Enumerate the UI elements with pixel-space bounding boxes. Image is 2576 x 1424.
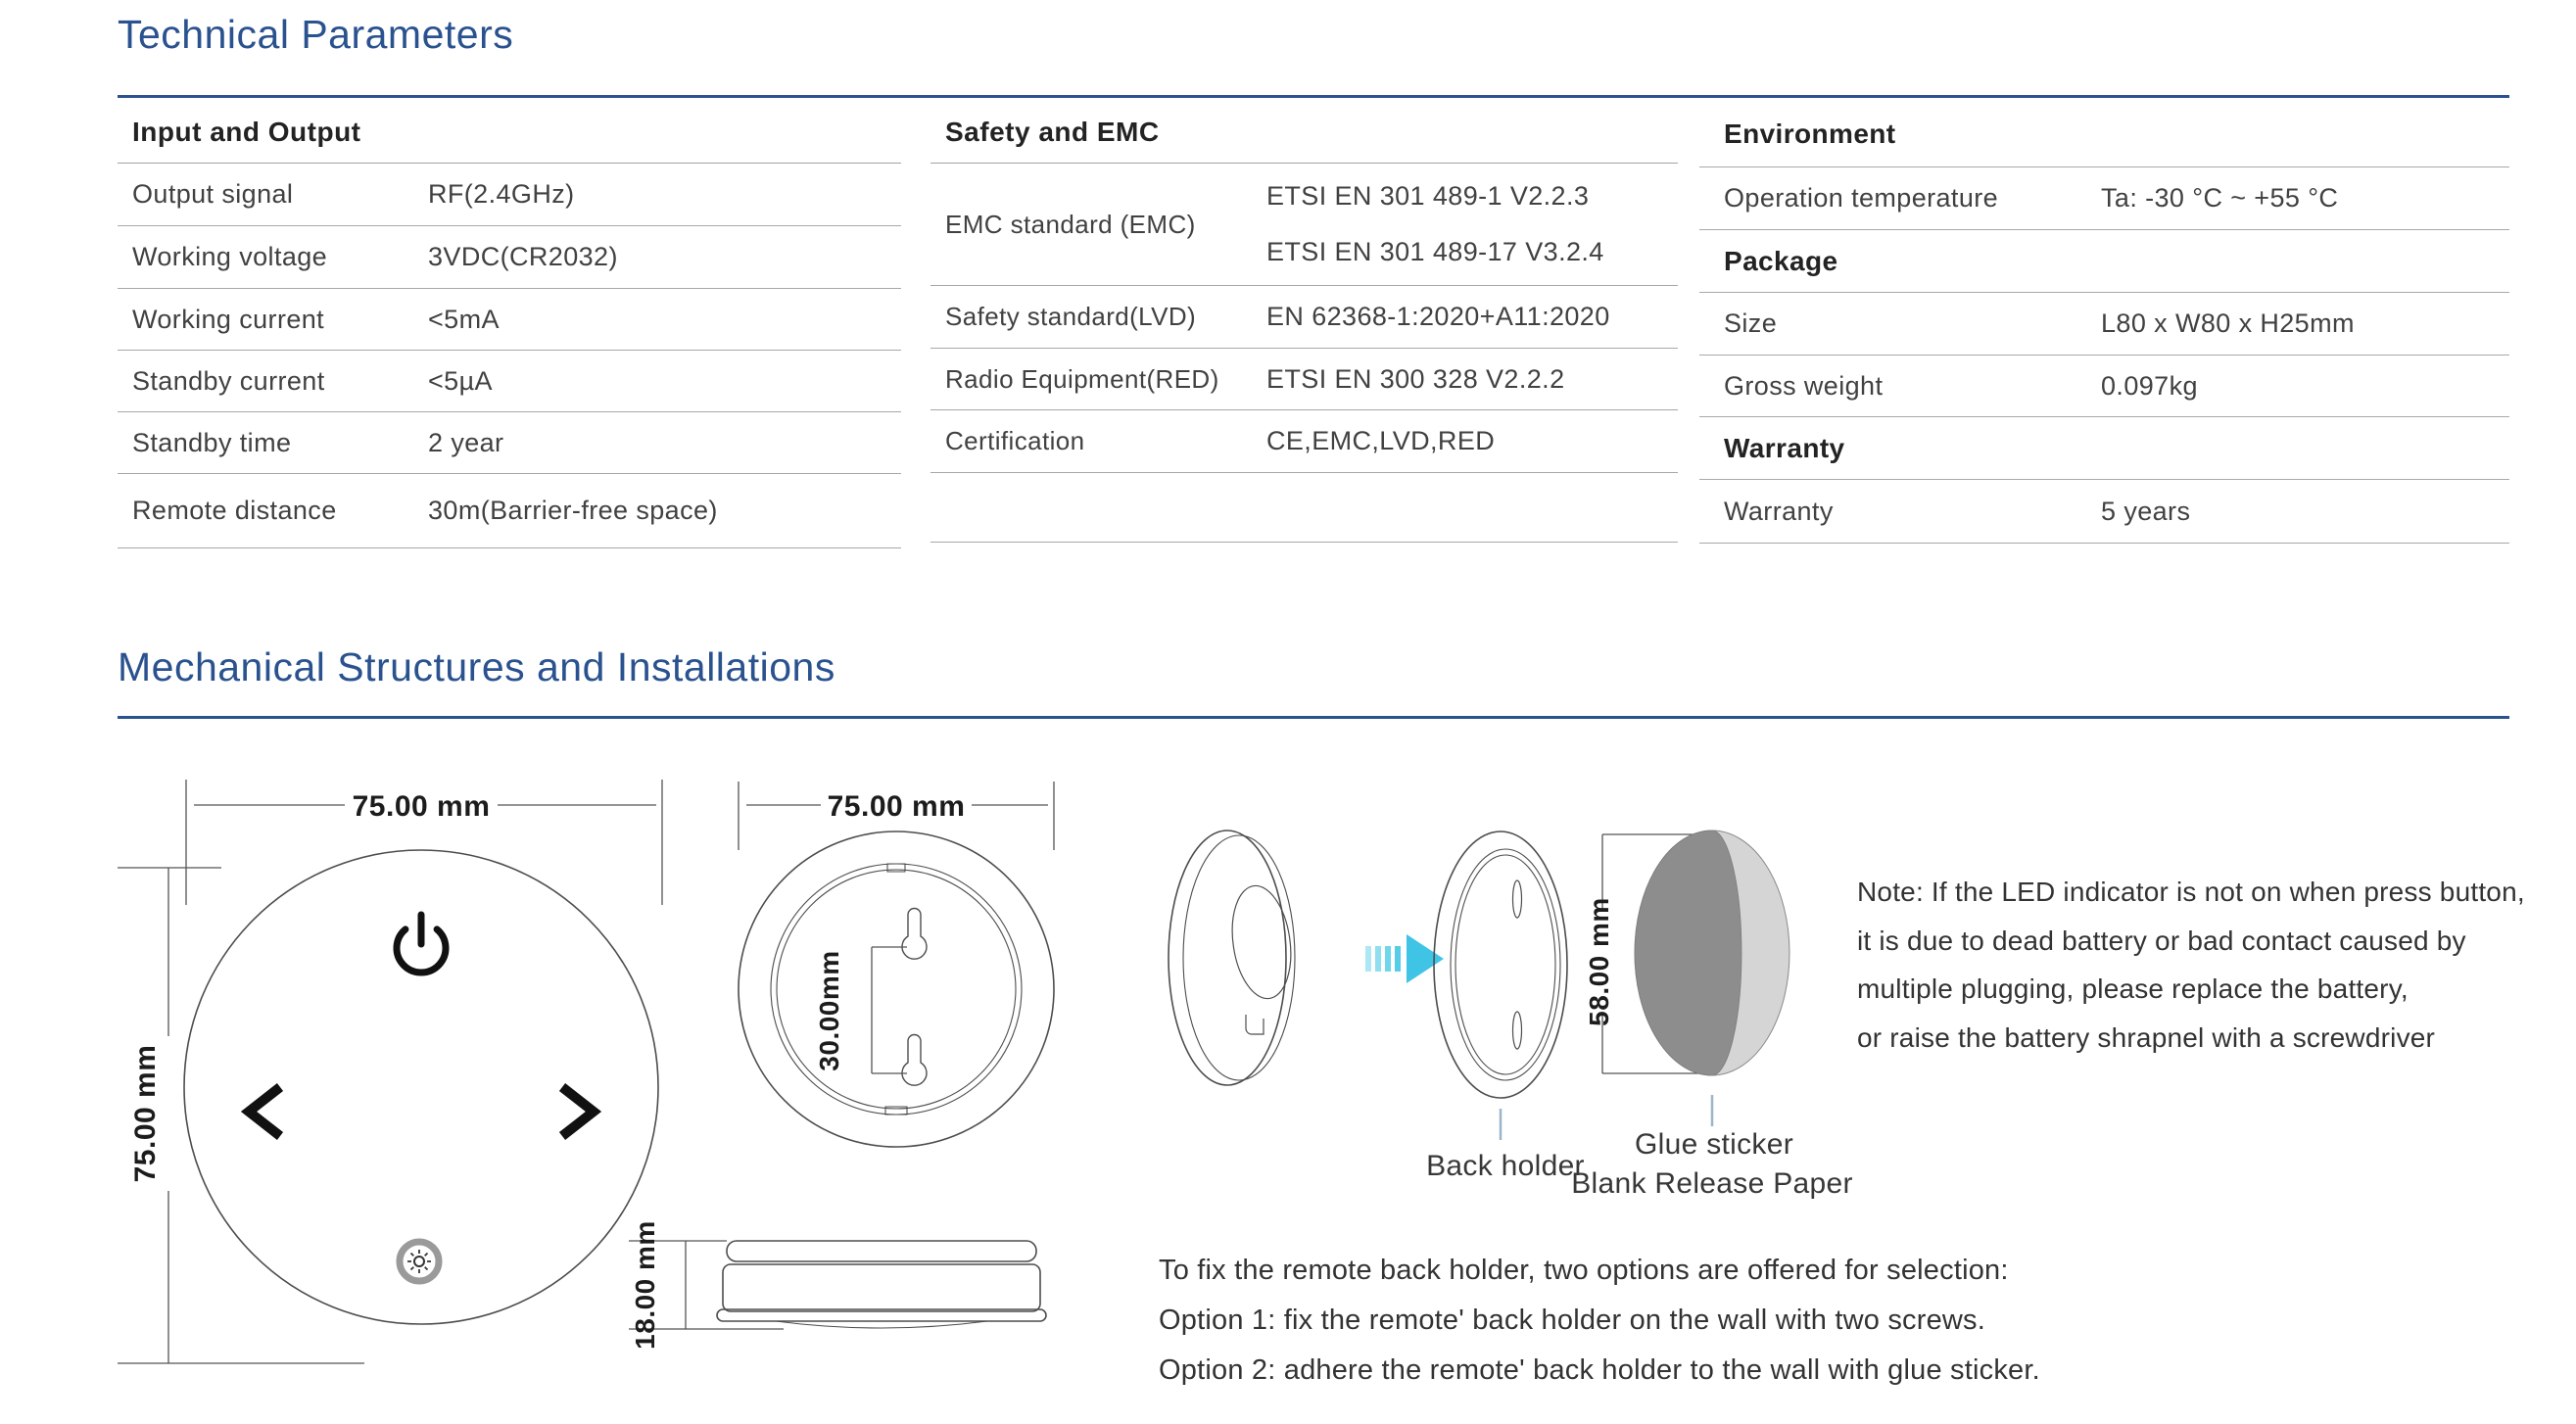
row-value: L80 x W80 x H25mm [2101, 309, 2355, 338]
battery-cover [1225, 882, 1298, 1003]
row-value: EN 62368-1:2020+A11:2020 [1266, 302, 1610, 331]
front-width-label: 75.00 mm [352, 790, 491, 823]
back-holder-drawing [1434, 831, 1567, 1098]
row-label: Remote distance [132, 496, 337, 525]
row-value: CE,EMC,LVD,RED [1266, 426, 1496, 455]
table-header-input-output: Input and Output [118, 102, 901, 164]
row-label: Gross weight [1724, 370, 1884, 401]
row-value: RF(2.4GHz) [428, 179, 575, 209]
assembly-arrow-icon [1365, 934, 1444, 983]
table-header-safety-emc: Safety and EMC [930, 102, 1678, 164]
safety-rows [930, 164, 1678, 473]
row-label: Working voltage [132, 242, 328, 271]
note-line: Note: If the LED indicator is not on when press button, [1857, 877, 2525, 907]
table-environment-package-warranty [1699, 102, 2509, 544]
options-intro: To fix the remote back holder, two options are offered for selection: [1159, 1255, 2009, 1286]
table-section-row [1699, 230, 2509, 293]
power-icon [397, 915, 446, 973]
section-title-mechanical: Mechanical Structures and Installations [118, 644, 835, 689]
brightness-icon [400, 1242, 439, 1281]
io-rows [118, 164, 901, 548]
holder-slot-bottom [1513, 1012, 1522, 1049]
table-row [118, 474, 901, 548]
row-label: Size [1724, 309, 1778, 338]
option-1: Option 1: fix the remote' back holder on the wall with two screws. [1159, 1305, 1986, 1336]
row-label: Operation temperature [1724, 183, 1999, 213]
glue-sticker-caption: Glue sticker [1635, 1128, 1793, 1161]
env-rows [1699, 102, 2509, 544]
table-row [118, 164, 901, 226]
table-row [930, 410, 1678, 473]
row-label: Standby time [132, 427, 292, 457]
keyhole-bottom [902, 1035, 927, 1086]
battery-notch [1246, 1015, 1264, 1034]
table-row [1699, 167, 2509, 230]
holder-slot-top [1513, 880, 1522, 918]
row-value [1266, 181, 1604, 267]
row-label: EMC standard (EMC) [945, 209, 1196, 239]
row-value: 3VDC(CR2032) [428, 242, 618, 271]
row-label: Certification [945, 426, 1085, 455]
chevron-left-icon [249, 1087, 280, 1136]
row-label: Package [1724, 245, 1838, 276]
back-view-drawing [739, 831, 1054, 1147]
row-value: ETSI EN 300 328 V2.2.2 [1266, 363, 1565, 394]
row-label: Warranty [1724, 496, 1834, 526]
note-line: or raise the battery shrapnel with a screwdriver [1857, 1021, 2436, 1053]
table-row [118, 289, 901, 351]
table-row [930, 286, 1678, 349]
row-label: Standby current [132, 365, 325, 396]
section-divider-mechanical [118, 716, 2509, 719]
row-value: <5µA [428, 365, 493, 396]
row-value: 2 year [428, 427, 504, 457]
side-height-label: 18.00 mm [630, 1220, 660, 1350]
sticker-height-label: 58.00 mm [1584, 897, 1614, 1026]
hole-spacing-dimension [872, 947, 907, 1073]
glue-sticker-drawing [1635, 831, 1789, 1075]
back-holder-caption: Back holder [1426, 1150, 1585, 1182]
row-value: 30m(Barrier-free space) [428, 496, 718, 525]
table-row [118, 351, 901, 412]
installation-options [1159, 1246, 2236, 1396]
chevron-right-icon [562, 1087, 594, 1136]
row-value: 0.097kg [2101, 370, 2198, 401]
front-height-label: 75.00 mm [129, 1044, 162, 1183]
note-line: it is due to dead battery or bad contact caused by [1857, 925, 2466, 956]
row-value: <5mA [428, 304, 500, 334]
hole-spacing-label: 30.00mm [814, 950, 844, 1071]
side-view-drawing [717, 1241, 1046, 1328]
keyhole-top [902, 909, 927, 960]
row-label: Environment [1724, 119, 1896, 149]
row-value: Ta: -30 °C ~ +55 °C [2101, 183, 2339, 213]
table-input-output [118, 102, 901, 548]
row-label: Working current [132, 304, 325, 334]
table-row [118, 226, 901, 289]
option-2: Option 2: adhere the remote' back holder to the wall with glue sticker. [1159, 1354, 2040, 1386]
section-divider-top [118, 95, 2509, 98]
note-line: multiple plugging, please replace the battery, [1857, 973, 2409, 1004]
row-value-line: ETSI EN 301 489-17 V3.2.4 [1266, 237, 1604, 266]
table-row [1699, 356, 2509, 417]
section-title-technical-parameters: Technical Parameters [118, 12, 514, 57]
table-section-row [1699, 417, 2509, 480]
battery-note [1857, 868, 2543, 1062]
row-label: Radio Equipment(RED) [945, 363, 1219, 394]
row-label: Safety standard(LVD) [945, 302, 1197, 331]
table-section-row [1699, 102, 2509, 167]
row-label: Warranty [1724, 432, 1845, 463]
row-label: Output signal [132, 179, 294, 209]
table-row [1699, 480, 2509, 544]
empty-row [930, 473, 1678, 543]
table-row [930, 349, 1678, 410]
release-paper-caption: Blank Release Paper [1571, 1167, 1853, 1200]
back-width-label: 75.00 mm [827, 790, 966, 823]
row-value: 5 years [2101, 496, 2191, 526]
table-safety-emc [930, 102, 1678, 543]
row-value-line: ETSI EN 301 489-1 V2.2.3 [1266, 181, 1590, 211]
table-row [118, 412, 901, 474]
table-row [930, 164, 1678, 286]
table-row [1699, 293, 2509, 356]
remote-3d-drawing [1169, 831, 1298, 1085]
